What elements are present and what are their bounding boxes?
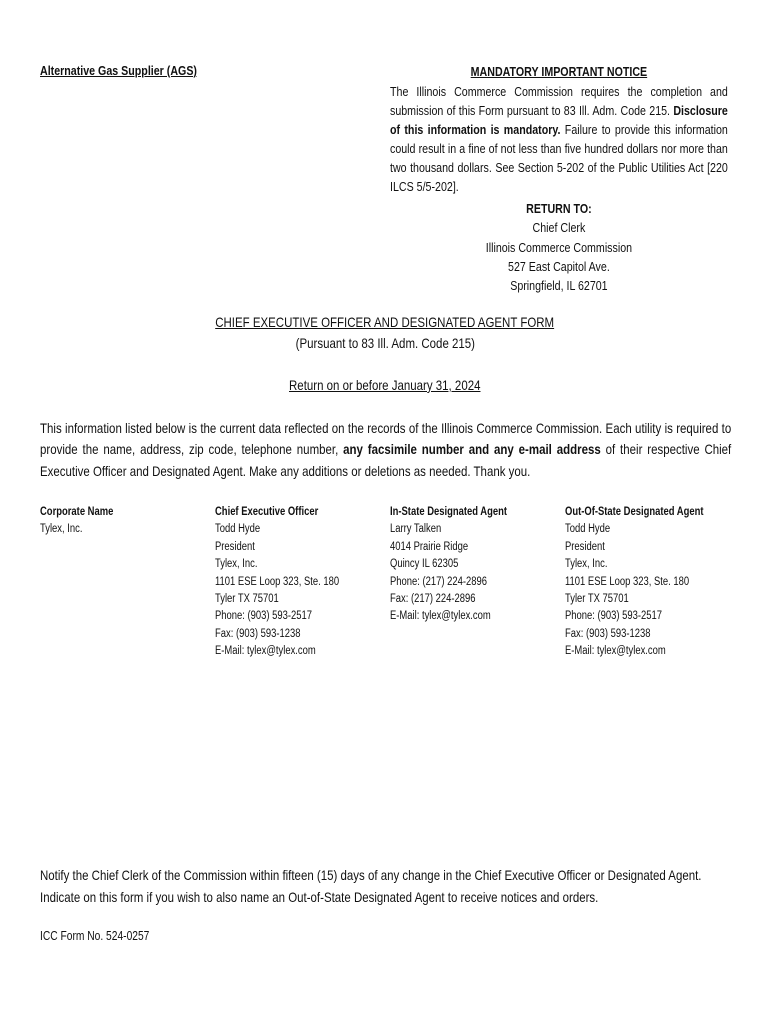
mandatory-notice bbox=[390, 63, 728, 196]
instate-agent-column bbox=[390, 504, 507, 626]
supplier-type-label: Alternative Gas Supplier (AGS) bbox=[40, 63, 197, 78]
column-line: Fax: (903) 593-1238 bbox=[215, 627, 301, 640]
form-title-text: CHIEF EXECUTIVE OFFICER AND DESIGNATED AGENT FORM bbox=[215, 314, 555, 330]
column-line: Phone: (903) 593-2517 bbox=[565, 610, 663, 623]
column-header: Chief Executive Officer bbox=[215, 506, 319, 518]
ceo-column bbox=[215, 504, 339, 661]
column-line: Todd Hyde bbox=[565, 523, 611, 536]
column-line: President bbox=[565, 540, 605, 553]
return-line: Illinois Commerce Commission bbox=[485, 239, 633, 255]
form-subtitle bbox=[0, 335, 770, 351]
form-number: ICC Form No. 524-0257 bbox=[40, 929, 150, 943]
column-line: Fax: (217) 224-2896 bbox=[390, 593, 476, 606]
column-line: Larry Talken bbox=[390, 523, 442, 536]
notice-heading: MANDATORY IMPORTANT NOTICE bbox=[470, 64, 648, 79]
footer-note: Indicate on this form if you wish to also name an Out-of-State Designated Agent to receive notices and orders. bbox=[40, 888, 599, 905]
column-line: 4014 Prairie Ridge bbox=[390, 540, 469, 553]
column-line: E-Mail: tylex@tylex.com bbox=[215, 645, 316, 658]
column-line: Todd Hyde bbox=[215, 523, 261, 536]
return-address bbox=[390, 199, 728, 295]
intro-text-bold: any facsimile number and any e-mail address bbox=[343, 441, 601, 458]
corporate-name-column bbox=[40, 504, 113, 539]
column-header: Out-Of-State Designated Agent bbox=[565, 506, 704, 518]
return-label: RETURN TO: bbox=[526, 201, 592, 216]
return-deadline bbox=[0, 377, 770, 393]
column-line: Tyler TX 75701 bbox=[565, 593, 629, 606]
outstate-agent-column bbox=[565, 504, 703, 661]
intro-text-1: This information listed below is the current data reflected on the records of the Illinois Commerce Commission. Each utility is required to provide the name, address, zip code, telephone number, bbox=[40, 420, 732, 458]
return-deadline-text: Return on or before January 31, 2024 bbox=[289, 377, 481, 393]
column-line: Quincy IL 62305 bbox=[390, 558, 459, 571]
column-line: 1101 ESE Loop 323, Ste. 180 bbox=[565, 575, 690, 588]
footer-notes bbox=[40, 865, 701, 908]
notice-body bbox=[390, 82, 728, 196]
notice-text-1: The Illinois Commerce Commission requires the completion and submission of this Form pursuant to 83 Ill. Adm. Code 215. bbox=[390, 84, 728, 118]
form-subtitle-text: (Pursuant to 83 Ill. Adm. Code 215) bbox=[295, 335, 475, 351]
column-line: E-Mail: tylex@tylex.com bbox=[565, 645, 666, 658]
column-line: President bbox=[215, 540, 255, 553]
column-line: Phone: (217) 224-2896 bbox=[390, 575, 488, 588]
footer-note: Notify the Chief Clerk of the Commission within fifteen (15) days of any change in the Chief Executive Officer or Designated Agent. bbox=[40, 867, 702, 883]
column-line: Fax: (903) 593-1238 bbox=[565, 627, 651, 640]
column-line: Phone: (903) 593-2517 bbox=[215, 610, 313, 623]
intro-text-2: of their respective Chief Executive Officer and Designated Agent. Make any additions or deletions as needed. Thank you. bbox=[40, 441, 732, 479]
column-header: In-State Designated Agent bbox=[390, 506, 508, 518]
column-line: Tylex, Inc. bbox=[215, 558, 258, 571]
column-header: Corporate Name bbox=[40, 506, 114, 518]
return-line: Springfield, IL 62701 bbox=[510, 278, 608, 294]
column-line: 1101 ESE Loop 323, Ste. 180 bbox=[215, 575, 340, 588]
form-title bbox=[0, 314, 770, 330]
column-line: Tylex, Inc. bbox=[40, 523, 83, 536]
intro-paragraph bbox=[40, 418, 731, 482]
return-line: Chief Clerk bbox=[532, 220, 586, 236]
notice-text-2: Failure to provide this information could result in a fine of not less than five hundred dollars nor more than two thousand dollars. See Section 5-202 of the Public Utilities Act [220 ILCS 5/5-202]. bbox=[390, 122, 728, 194]
column-line: Tyler TX 75701 bbox=[215, 593, 279, 606]
column-line: Tylex, Inc. bbox=[565, 558, 608, 571]
notice-text-bold: Disclosure of this information is mandatory. bbox=[390, 103, 728, 137]
column-line: E-Mail: tylex@tylex.com bbox=[390, 610, 491, 623]
return-line: 527 East Capitol Ave. bbox=[508, 258, 610, 274]
